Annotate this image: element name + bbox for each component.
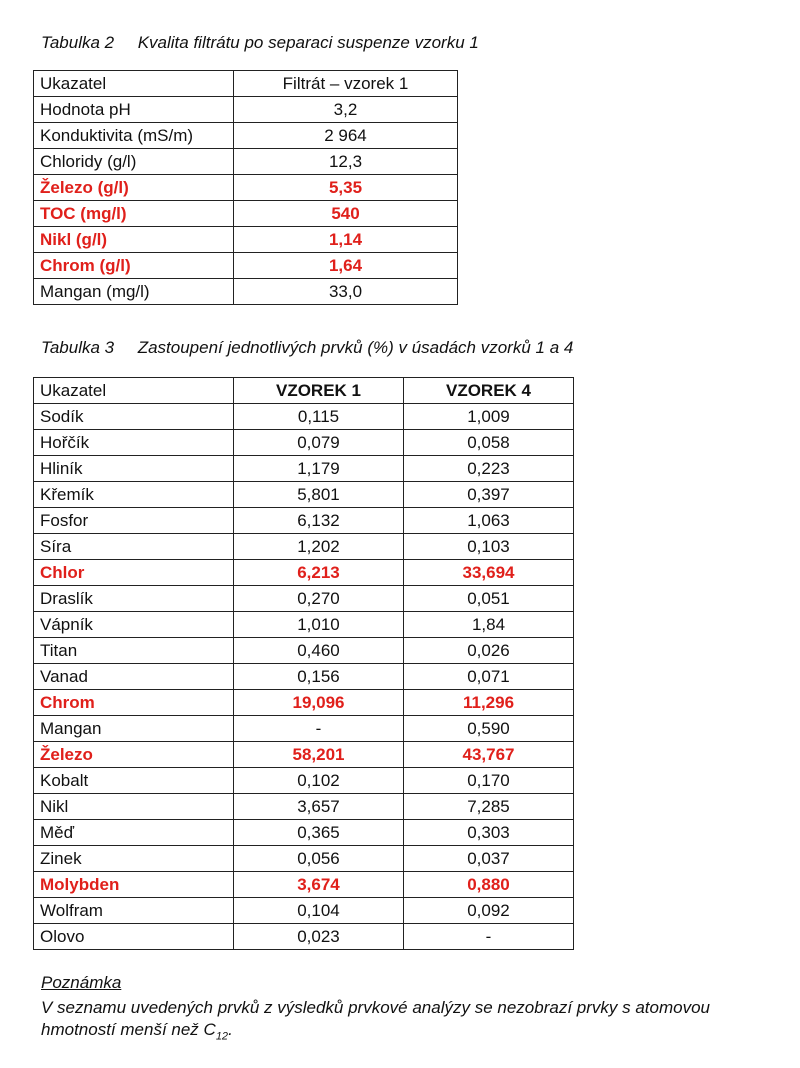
row-value-sample4: 0,103 xyxy=(404,534,574,560)
row-label: Sodík xyxy=(34,404,234,430)
row-value-sample4: 0,170 xyxy=(404,768,574,794)
row-value-sample1: 0,023 xyxy=(234,924,404,950)
table-row xyxy=(34,482,574,508)
row-label: Nikl xyxy=(34,794,234,820)
table-row xyxy=(34,149,458,175)
row-value-sample4: 0,051 xyxy=(404,586,574,612)
row-label: Nikl (g/l) xyxy=(34,227,234,253)
row-label: Molybden xyxy=(34,872,234,898)
header-cell-sample4: VZOREK 4 xyxy=(404,378,574,404)
table-row xyxy=(34,690,574,716)
row-label: Olovo xyxy=(34,924,234,950)
row-label: Vanad xyxy=(34,664,234,690)
row-label: Titan xyxy=(34,638,234,664)
row-value-sample1: 0,079 xyxy=(234,430,404,456)
row-value-sample4: 33,694 xyxy=(404,560,574,586)
row-value-sample1: 0,115 xyxy=(234,404,404,430)
row-value: 2 964 xyxy=(234,123,458,149)
table-header-row xyxy=(34,71,458,97)
row-value: 540 xyxy=(234,201,458,227)
row-label: Vápník xyxy=(34,612,234,638)
row-value-sample1: 6,132 xyxy=(234,508,404,534)
row-value-sample4: 1,009 xyxy=(404,404,574,430)
header-cell-indicator: Ukazatel xyxy=(34,71,234,97)
row-label: Chlor xyxy=(34,560,234,586)
note-text-main: V seznamu uvedených prvků z výsledků prvkové analýzy se nezobrazí prvky s atomovou hmotností menší než C xyxy=(41,998,710,1039)
header-cell-filtrate: Filtrát – vzorek 1 xyxy=(234,71,458,97)
row-value-sample1: 58,201 xyxy=(234,742,404,768)
table-row xyxy=(34,175,458,201)
table-row xyxy=(34,612,574,638)
table-row xyxy=(34,768,574,794)
row-label: Konduktivita (mS/m) xyxy=(34,123,234,149)
row-value-sample1: 0,156 xyxy=(234,664,404,690)
row-value-sample4: 0,397 xyxy=(404,482,574,508)
row-value-sample1: 1,202 xyxy=(234,534,404,560)
row-value-sample4: 1,063 xyxy=(404,508,574,534)
table3-caption: Tabulka 3 Zastoupení jednotlivých prvků (%) v úsadách vzorků 1 a 4 xyxy=(41,338,574,357)
row-label: Hodnota pH xyxy=(34,97,234,123)
row-value-sample1: 0,270 xyxy=(234,586,404,612)
table-row xyxy=(34,586,574,612)
filtrate-quality-table xyxy=(33,70,458,305)
row-label: Měď xyxy=(34,820,234,846)
note-text-end: . xyxy=(228,1020,233,1039)
table-row xyxy=(34,97,458,123)
row-value-sample1: 1,179 xyxy=(234,456,404,482)
note-text xyxy=(41,997,781,1047)
table-row xyxy=(34,742,574,768)
table-row xyxy=(34,201,458,227)
row-label: Chloridy (g/l) xyxy=(34,149,234,175)
table-header-row xyxy=(34,378,574,404)
row-label: Mangan xyxy=(34,716,234,742)
row-label: Mangan (mg/l) xyxy=(34,279,234,305)
table-row xyxy=(34,794,574,820)
row-value-sample4: 43,767 xyxy=(404,742,574,768)
table-row xyxy=(34,924,574,950)
table-row xyxy=(34,123,458,149)
row-value: 1,64 xyxy=(234,253,458,279)
row-value-sample4: 7,285 xyxy=(404,794,574,820)
table-row xyxy=(34,716,574,742)
table-row xyxy=(34,456,574,482)
table-row xyxy=(34,508,574,534)
row-label: Chrom (g/l) xyxy=(34,253,234,279)
table-row xyxy=(34,404,574,430)
row-value: 33,0 xyxy=(234,279,458,305)
row-label: Hořčík xyxy=(34,430,234,456)
row-value-sample1: 1,010 xyxy=(234,612,404,638)
row-value-sample4: 0,071 xyxy=(404,664,574,690)
row-value-sample1: 5,801 xyxy=(234,482,404,508)
row-label: Kobalt xyxy=(34,768,234,794)
row-value-sample1: 3,674 xyxy=(234,872,404,898)
table-row xyxy=(34,820,574,846)
row-label: TOC (mg/l) xyxy=(34,201,234,227)
table-row xyxy=(34,664,574,690)
row-label: Fosfor xyxy=(34,508,234,534)
row-label: Hliník xyxy=(34,456,234,482)
header-cell-indicator: Ukazatel xyxy=(34,378,234,404)
row-value-sample1: 19,096 xyxy=(234,690,404,716)
row-value-sample1: 0,460 xyxy=(234,638,404,664)
row-value: 5,35 xyxy=(234,175,458,201)
table-row xyxy=(34,279,458,305)
table-row xyxy=(34,898,574,924)
row-value-sample4: 0,223 xyxy=(404,456,574,482)
table-row xyxy=(34,534,574,560)
table-row xyxy=(34,253,458,279)
row-value-sample1: 0,365 xyxy=(234,820,404,846)
row-value-sample4: - xyxy=(404,924,574,950)
table-row xyxy=(34,430,574,456)
row-value-sample4: 11,296 xyxy=(404,690,574,716)
table-row xyxy=(34,872,574,898)
table-row xyxy=(34,846,574,872)
row-value: 3,2 xyxy=(234,97,458,123)
row-value: 12,3 xyxy=(234,149,458,175)
row-label: Železo (g/l) xyxy=(34,175,234,201)
row-label: Zinek xyxy=(34,846,234,872)
row-value-sample4: 0,590 xyxy=(404,716,574,742)
row-value-sample1: 0,104 xyxy=(234,898,404,924)
note-subscript: 12 xyxy=(215,1030,229,1043)
row-label: Síra xyxy=(34,534,234,560)
table2-caption: Tabulka 2 Kvalita filtrátu po separaci suspenze vzorku 1 xyxy=(41,33,479,52)
row-value-sample4: 0,303 xyxy=(404,820,574,846)
row-label: Křemík xyxy=(34,482,234,508)
row-label: Draslík xyxy=(34,586,234,612)
row-value-sample1: 6,213 xyxy=(234,560,404,586)
row-value-sample4: 0,058 xyxy=(404,430,574,456)
row-value-sample1: - xyxy=(234,716,404,742)
note-title: Poznámka xyxy=(41,973,122,992)
row-value-sample4: 0,092 xyxy=(404,898,574,924)
row-value-sample1: 0,056 xyxy=(234,846,404,872)
row-value-sample4: 0,880 xyxy=(404,872,574,898)
row-label: Wolfram xyxy=(34,898,234,924)
row-value-sample1: 3,657 xyxy=(234,794,404,820)
header-cell-sample1: VZOREK 1 xyxy=(234,378,404,404)
table-row xyxy=(34,227,458,253)
row-value-sample1: 0,102 xyxy=(234,768,404,794)
row-value-sample4: 0,037 xyxy=(404,846,574,872)
row-value-sample4: 0,026 xyxy=(404,638,574,664)
row-value-sample4: 1,84 xyxy=(404,612,574,638)
row-label: Železo xyxy=(34,742,234,768)
element-composition-table xyxy=(33,377,574,950)
table-row xyxy=(34,638,574,664)
row-label: Chrom xyxy=(34,690,234,716)
row-value: 1,14 xyxy=(234,227,458,253)
table-row xyxy=(34,560,574,586)
